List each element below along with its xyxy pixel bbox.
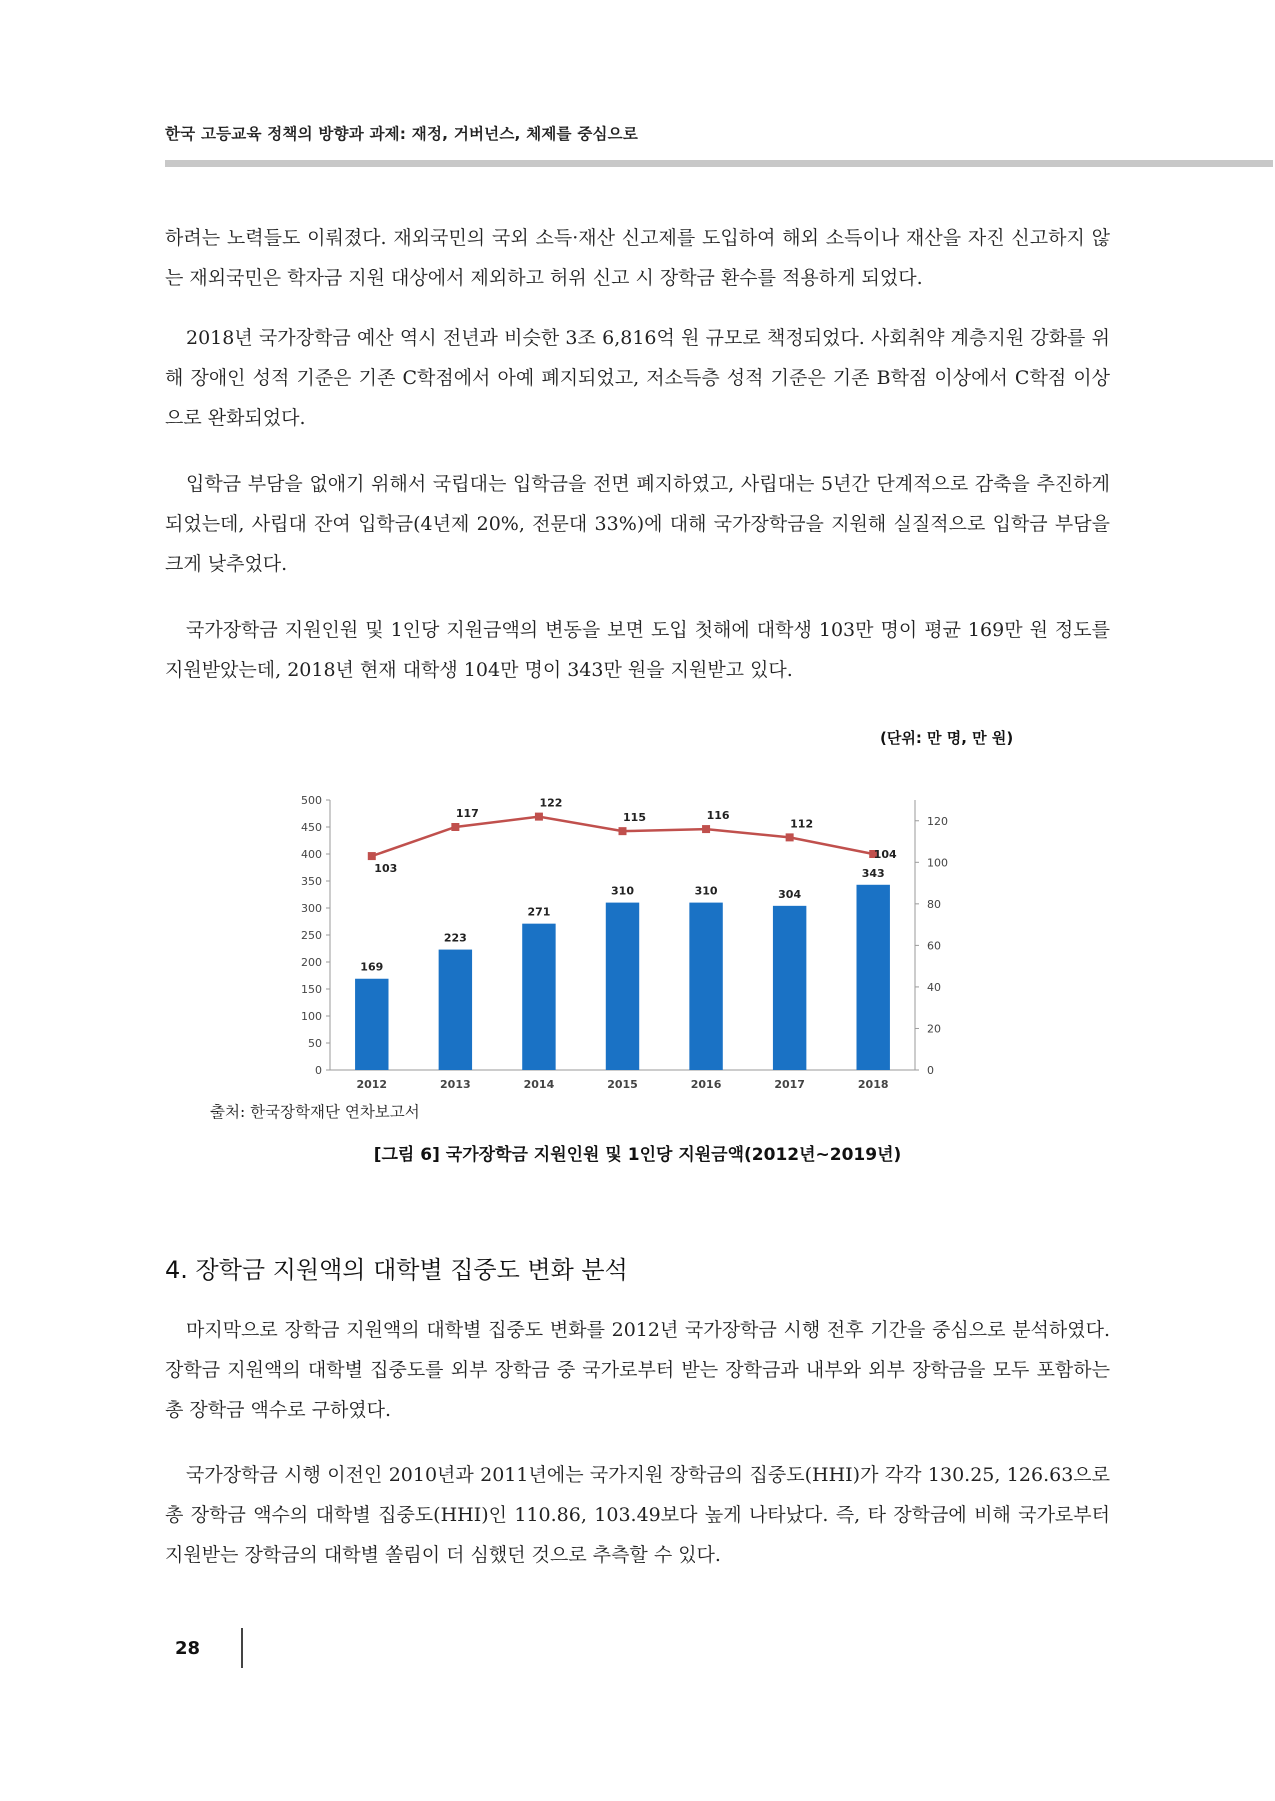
line-value-label: 112 — [790, 817, 814, 831]
y-tick-label-left: 400 — [301, 848, 322, 861]
bar-value-label: 310 — [611, 884, 634, 898]
bar-value-label: 310 — [694, 884, 718, 898]
figure-caption: [그림 6] 국가장학금 지원인원 및 1인당 지원금액(2012년~2019년) — [373, 1145, 902, 1165]
bar — [522, 924, 555, 1070]
x-tick-label: 2015 — [607, 1078, 638, 1091]
section-heading: 4. 장학금 지원액의 대학별 집중도 변화 분석 — [165, 1256, 628, 1284]
line-value-label: 116 — [706, 809, 730, 823]
bar-value-label: 304 — [778, 887, 802, 901]
header-rule — [165, 160, 1273, 167]
y-tick-label-left: 0 — [315, 1064, 322, 1077]
figure-source: 출처: 한국장학재단 연차보고서 — [210, 1103, 420, 1121]
bar — [439, 950, 472, 1070]
y-tick-label-right: 80 — [927, 897, 941, 911]
line-point — [702, 825, 710, 833]
line-point — [619, 827, 627, 835]
section-paragraph-1: 마지막으로 장학금 지원액의 대학별 집중도 변화를 2012년 국가장학금 시행 전후 기간을 중심으로 분석하였다. 장학금 지원액의 대학별 집중도를 외부 장학금 중 국가로부터 받는 장학금과 내부와 외부 장학금을 모두 포함하는 총 장학금 액수로 구하였다. — [165, 1319, 1110, 1421]
x-tick-label: 2013 — [440, 1078, 471, 1091]
x-tick-label: 2014 — [523, 1078, 555, 1091]
x-tick-label: 2016 — [690, 1078, 722, 1091]
y-tick-label-left: 500 — [301, 794, 322, 807]
bar — [689, 903, 722, 1070]
line-point — [451, 823, 459, 831]
y-tick-label-right: 100 — [927, 856, 948, 870]
body-paragraph-2: 2018년 국가장학금 예산 역시 전년과 비슷한 3조 6,816억 원 규모로 책정되었다. 사회취약 계층지원 강화를 위해 장애인 성적 기준은 기존 C학점에서 아예 폐지되었고, 저소득층 성적 기준은 기존 B학점 이상에서 C학점 이상으로 완화되었다. — [165, 327, 1110, 429]
y-tick-label-right: 0 — [927, 1064, 934, 1077]
section-paragraph-2: 국가장학금 시행 이전인 2010년과 2011년에는 국가지원 장학금의 집중도(HHI)가 각각 130.25, 126.63으로 총 장학금 액수의 대학별 집중도(HHI)인 110.86, 103.49보다 높게 나타났다. 즉, 타 장학금에 비해 국가로부터 지원받는 장학금의 대학별 쏠림이 더 심했던 것으로 추측할 수 있다. — [165, 1464, 1110, 1566]
body-paragraph-3: 입학금 부담을 없애기 위해서 국립대는 입학금을 전면 폐지하였고, 사립대는 5년간 단계적으로 감축을 추진하게 되었는데, 사립대 잔여 입학금(4년제 20%, 전문대 33%)에 대해 국가장학금을 지원해 실질적으로 입학금 부담을 크게 낮추었다. — [165, 473, 1110, 575]
y-tick-label-right: 40 — [927, 980, 941, 994]
combo-chart — [290, 790, 960, 1100]
y-tick-label-left: 50 — [308, 1037, 322, 1050]
x-tick-label: 2017 — [774, 1078, 805, 1091]
line-value-label: 115 — [623, 811, 646, 825]
y-tick-label-left: 200 — [301, 956, 322, 969]
unit-label: (단위: 만 명, 만 원) — [880, 729, 1014, 747]
bar — [355, 979, 388, 1070]
body-paragraph-4: 국가장학금 지원인원 및 1인당 지원금액의 변동을 보면 도입 첫해에 대학생 103만 명이 평균 169만 원 정도를 지원받았는데, 2018년 현재 대학생 104만 명이 343만 원을 지원받고 있다. — [165, 619, 1110, 681]
line-value-label: 103 — [374, 862, 398, 876]
line-value-label: 117 — [455, 807, 479, 820]
running-header — [165, 122, 1125, 144]
y-tick-label-right: 60 — [927, 939, 941, 953]
x-tick-label: 2018 — [857, 1078, 889, 1091]
y-tick-label-right: 120 — [927, 814, 948, 828]
running-header-title: 한국 고등교육 정책의 방향과 과제: 재정, 거버넌스, 체제를 중심으로 — [165, 125, 639, 143]
bar — [606, 903, 639, 1070]
line-point — [535, 813, 543, 821]
x-tick-label: 2012 — [356, 1078, 388, 1091]
y-tick-label-right: 20 — [927, 1022, 941, 1036]
bar-value-label: 169 — [360, 960, 384, 974]
page-number: 28 — [175, 1638, 201, 1659]
y-tick-label-left: 300 — [301, 902, 322, 915]
y-tick-label-left: 250 — [301, 929, 322, 942]
bar — [857, 885, 890, 1070]
footer-rule — [241, 1628, 243, 1668]
line-point — [786, 833, 794, 841]
bar-value-label: 271 — [527, 905, 551, 919]
y-tick-label-left: 350 — [301, 875, 322, 888]
line-value-label: 122 — [539, 796, 563, 810]
bar-value-label: 343 — [861, 866, 885, 880]
y-tick-label-left: 150 — [301, 983, 322, 996]
line-value-label: 104 — [873, 848, 897, 861]
body-paragraph-1: 하려는 노력들도 이뤄졌다. 재외국민의 국외 소득·재산 신고제를 도입하여 해외 소득이나 재산을 자진 신고하지 않는 재외국민은 학자금 지원 대상에서 제외하고 허위 신고 시 장학금 환수를 적용하게 되었다. — [165, 227, 1110, 289]
bar-value-label: 223 — [443, 931, 467, 945]
line-point — [368, 852, 376, 860]
y-tick-label-left: 450 — [301, 821, 322, 834]
y-tick-label-left: 100 — [301, 1010, 322, 1023]
bar — [773, 906, 806, 1070]
